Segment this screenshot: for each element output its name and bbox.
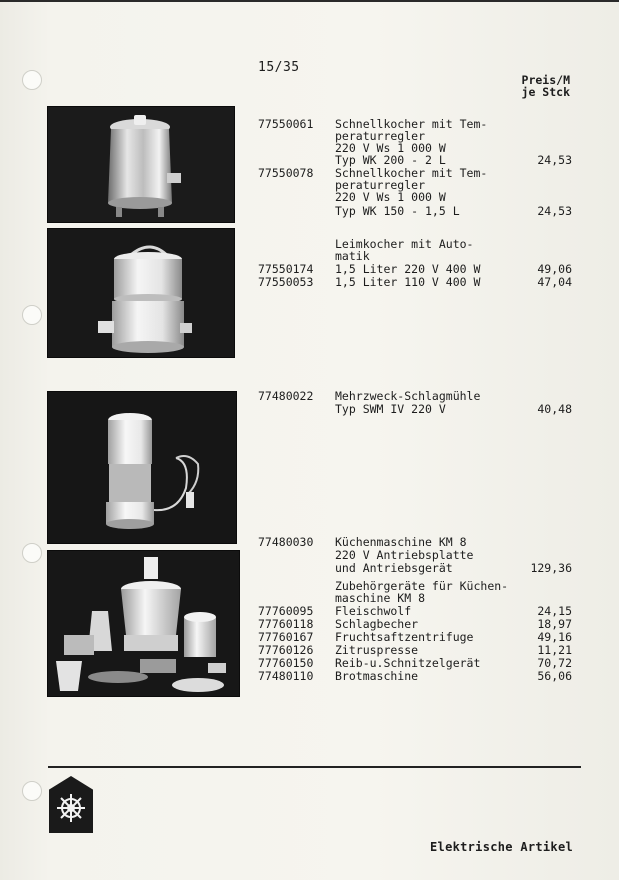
article-code: 77760095	[258, 604, 314, 618]
group-title-line: matik	[335, 249, 370, 263]
article-desc-line: Mehrzweck-Schlagmühle	[335, 389, 481, 403]
article-code: 77480110	[258, 669, 314, 683]
group-title-line: maschine KM 8	[335, 591, 426, 605]
article-code: 77550174	[258, 262, 314, 276]
top-rule	[0, 0, 619, 2]
article-desc-line: Schnellkocher mit Tem-	[335, 117, 488, 131]
product-photo-leimkocher	[47, 228, 235, 358]
article-desc-line: Schnellkocher mit Tem-	[335, 166, 488, 180]
group-title-line: Leimkocher mit Auto-	[335, 237, 474, 251]
article-desc-line: Reib-u.Schnitzelgerät	[335, 656, 481, 670]
article-price: 49,16	[537, 630, 572, 644]
bottom-rule	[48, 766, 581, 768]
article-desc-line: Küchenmaschine KM 8	[335, 535, 467, 549]
page-number: 15/35	[258, 60, 300, 75]
article-code: 77760167	[258, 630, 314, 644]
punch-hole	[22, 781, 42, 801]
article-price: 24,15	[537, 604, 572, 618]
article-price: 24,53	[537, 153, 572, 167]
punch-hole	[22, 70, 42, 90]
article-desc-line: Typ SWM IV 220 V	[335, 402, 446, 416]
article-code: 77760150	[258, 656, 314, 670]
article-price: 49,06	[537, 262, 572, 276]
article-desc-line: 1,5 Liter 220 V 400 W	[335, 262, 481, 276]
article-desc-line: 1,5 Liter 110 V 400 W	[335, 275, 481, 289]
article-code: 77480030	[258, 535, 314, 549]
article-desc-line: Typ WK 150 - 1,5 L	[335, 204, 460, 218]
price-header-line2: je Stck	[521, 85, 570, 99]
product-photo-schlagmuehle	[47, 391, 237, 544]
article-price: 18,97	[537, 617, 572, 631]
article-code: 77550053	[258, 275, 314, 289]
product-photo-schnellkocher	[47, 106, 235, 223]
article-desc-line: Brotmaschine	[335, 669, 419, 683]
article-code: 77550078	[258, 166, 314, 180]
ship-wheel-icon	[49, 776, 93, 833]
article-code: 77550061	[258, 117, 314, 131]
article-price: 40,48	[537, 402, 572, 416]
article-desc-line: peraturregler	[335, 178, 426, 192]
article-desc-line: 220 V Antriebsplatte	[335, 548, 474, 562]
article-price: 70,72	[537, 656, 572, 670]
article-desc-line: Schlagbecher	[335, 617, 419, 631]
article-desc-line: und Antriebsgerät	[335, 561, 453, 575]
article-price: 47,04	[537, 275, 572, 289]
article-price: 11,21	[537, 643, 572, 657]
article-code: 77760126	[258, 643, 314, 657]
group-title-line: Zubehörgeräte für Küchen-	[335, 579, 509, 593]
article-price: 24,53	[537, 204, 572, 218]
price-header-line1: Preis/M	[521, 73, 570, 87]
article-desc-line: Fruchtsaftzentrifuge	[335, 630, 474, 644]
article-desc-line: Fleischwolf	[335, 604, 412, 618]
article-price: 56,06	[537, 669, 572, 683]
article-desc-line: peraturregler	[335, 129, 426, 143]
article-desc-line: 220 V Ws 1 000 W	[335, 190, 446, 204]
article-code: 77760118	[258, 617, 314, 631]
footer-section-title: Elektrische Artikel	[430, 840, 573, 854]
article-code: 77480022	[258, 389, 314, 403]
article-desc-line: 220 V Ws 1 000 W	[335, 141, 446, 155]
product-photo-kuechenmaschine	[47, 550, 240, 697]
article-price: 129,36	[530, 561, 572, 575]
punch-hole	[22, 305, 42, 325]
punch-hole	[22, 543, 42, 563]
article-desc-line: Typ WK 200 - 2 L	[335, 153, 446, 167]
article-desc-line: Zitruspresse	[335, 643, 419, 657]
